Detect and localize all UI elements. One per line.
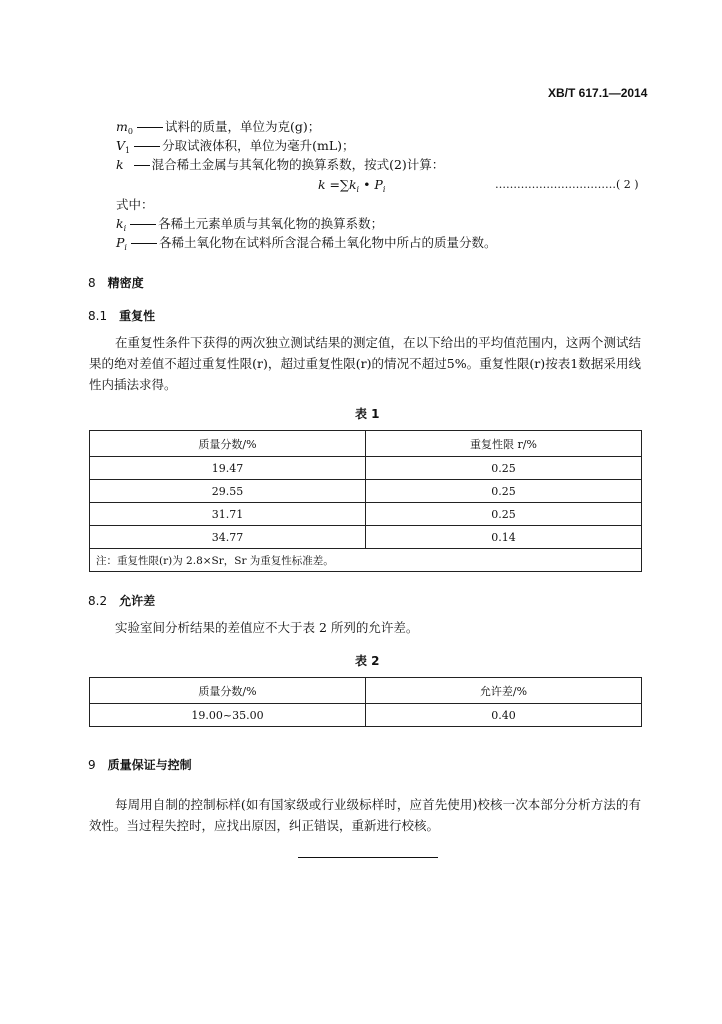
section-title: 重复性	[119, 309, 156, 323]
definition-subscript: i	[124, 243, 127, 252]
table-cell: 19.47	[90, 457, 366, 480]
table-note-row	[90, 549, 642, 572]
definition-symbol: k	[116, 157, 124, 172]
table-cell: 19.00~35.00	[90, 704, 366, 727]
section-number: 8.1	[88, 309, 108, 323]
table-header-cell: 质量分数/%	[90, 431, 366, 457]
definition-subscript: 1	[125, 146, 131, 155]
formula-number: ……………………………( 2 )	[495, 178, 639, 191]
table-cell: 0.40	[366, 704, 642, 727]
table-row	[90, 480, 642, 503]
standard-number: XB/T 617.1—2014	[548, 86, 648, 100]
section-title: 允许差	[119, 594, 156, 608]
table-cell: 0.25	[366, 457, 642, 480]
table-note: 注：重复性限(r)为 2.8×Sr，Sr 为重复性标准差。	[90, 549, 642, 572]
definition-text: 分取试液体积，单位为毫升(mL)；	[162, 138, 355, 153]
table-header-cell: 允许差/%	[366, 678, 642, 704]
section-8-heading	[88, 274, 144, 291]
section-title: 精密度	[107, 276, 144, 290]
section-8-1-paragraph: 在重复性条件下获得的两次独立测试结果的测定值，在以下给出的平均值范围内，这两个测试结果的绝对差值不超过重复性限(r)，超过重复性限(r)的情况不超过5%。重复性限(r)按表1数据采用线性内插法求得。	[89, 335, 641, 392]
table-cell: 34.77	[90, 526, 366, 549]
section-9-heading	[88, 756, 192, 773]
table-row	[90, 503, 642, 526]
definition-symbol: m	[116, 119, 128, 134]
definition-subscript: 0	[127, 127, 133, 136]
section-9-paragraph: 每周用自制的控制标样(如有国家级或行业级标样时，应首先使用)校核一次本部分分析方法的有效性。当过程失控时，应找出原因，纠正错误，重新进行校核。	[89, 797, 641, 833]
definition-text: 试料的质量，单位为克(g)；	[164, 119, 321, 134]
formula-pi-sub: i	[382, 185, 386, 194]
formula-lhs: k	[318, 177, 326, 192]
where-label: 式中：	[116, 197, 154, 212]
table-cell: 31.71	[90, 503, 366, 526]
table-row	[90, 457, 642, 480]
section-number: 9	[88, 758, 96, 772]
formula-2	[318, 177, 385, 198]
end-rule	[298, 857, 438, 858]
table-cell: 0.25	[366, 503, 642, 526]
section-number: 8.2	[88, 594, 108, 608]
table-header-cell: 质量分数/%	[90, 678, 366, 704]
table-header-row	[90, 678, 642, 704]
table-header-row	[90, 431, 642, 457]
section-title: 质量保证与控制	[107, 758, 192, 772]
definition-text: 各稀土元素单质与其氧化物的换算系数；	[158, 216, 384, 231]
table-2	[89, 677, 642, 727]
section-8-2-heading	[88, 592, 155, 609]
definition-symbol: V	[116, 138, 126, 153]
definition-ki	[116, 216, 383, 237]
definition-symbol: k	[116, 216, 124, 231]
table-cell: 0.25	[366, 480, 642, 503]
section-number: 8	[88, 276, 96, 290]
section-8-2-paragraph: 实验室间分析结果的差值应不大于表 2 所列的允许差。	[115, 620, 419, 635]
table-row	[90, 526, 642, 549]
definition-dash	[134, 146, 160, 147]
definition-v1	[116, 138, 355, 159]
definition-subscript: i	[123, 224, 127, 233]
definition-symbol: P	[116, 235, 125, 250]
formula-dot: •	[359, 177, 375, 192]
table-cell: 29.55	[90, 480, 366, 503]
formula-ki: k	[348, 177, 357, 192]
table-2-caption: 表 2	[355, 654, 380, 668]
formula-sum: =∑	[325, 177, 349, 192]
definition-pi	[116, 235, 497, 256]
definition-dash	[134, 165, 150, 166]
section-8-1-heading	[88, 307, 155, 324]
definition-text: 各稀土氧化物在试料所含混合稀土氧化物中所占的质量分数。	[158, 235, 497, 250]
table-1-caption: 表 1	[355, 407, 380, 421]
table-cell: 0.14	[366, 526, 642, 549]
table-header-cell: 重复性限 r/%	[366, 431, 642, 457]
definition-dash	[130, 224, 156, 225]
definition-dash	[131, 243, 157, 244]
formula-ki-sub: i	[356, 185, 360, 194]
definition-m0	[116, 119, 320, 140]
formula-pi: P	[374, 177, 383, 192]
definition-dash	[137, 127, 163, 128]
table-1	[89, 430, 642, 572]
definition-k	[116, 157, 444, 173]
table-row	[90, 704, 642, 727]
definition-text: 混合稀土金属与其氧化物的换算系数，按式(2)计算：	[151, 157, 445, 172]
